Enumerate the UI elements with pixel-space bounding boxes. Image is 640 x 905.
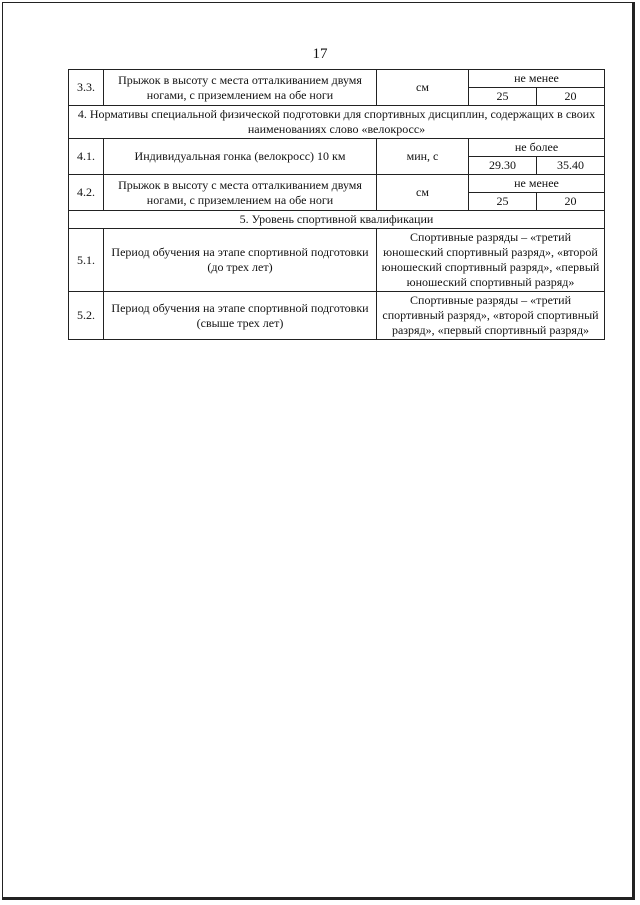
row-number: 5.2. xyxy=(69,292,104,340)
table-row xyxy=(69,175,605,193)
row-number: 4.1. xyxy=(69,139,104,175)
norm-label: не более xyxy=(469,139,605,157)
unit: см xyxy=(377,175,469,211)
norm-value: 20 xyxy=(537,88,605,106)
qualification-period: Период обучения на этапе спортивной подготовки (до трех лет) xyxy=(104,229,377,292)
norm-label: не менее xyxy=(469,70,605,88)
unit: см xyxy=(377,70,469,106)
qualification-period: Период обучения на этапе спортивной подготовки (свыше трех лет) xyxy=(104,292,377,340)
page-number: 17 xyxy=(312,46,328,62)
norm-value: 29.30 xyxy=(469,157,537,175)
section-row xyxy=(69,106,605,139)
table-row xyxy=(69,292,605,340)
table-row xyxy=(69,139,605,157)
norm-value: 25 xyxy=(469,88,537,106)
unit: мин, с xyxy=(377,139,469,175)
exercise-name: Прыжок в высоту с места отталкиванием двумя ногами, с приземлением на обе ноги xyxy=(104,70,377,106)
standards-table xyxy=(68,69,605,340)
exercise-name: Индивидуальная гонка (велокросс) 10 км xyxy=(104,139,377,175)
norm-value: 20 xyxy=(537,193,605,211)
sport-ranks: Спортивные разряды – «третий юношеский спортивный разряд», «второй юношеский спортивный разряд», «первый юношеский спортивный разряд» xyxy=(377,229,605,292)
row-number: 4.2. xyxy=(69,175,104,211)
exercise-name: Прыжок в высоту с места отталкиванием двумя ногами, с приземлением на обе ноги xyxy=(104,175,377,211)
sport-ranks: Спортивные разряды – «третий спортивный разряд», «второй спортивный разряд», «первый спортивный разряд» xyxy=(377,292,605,340)
section-heading: 5. Уровень спортивной квалификации xyxy=(69,211,605,229)
row-number: 3.3. xyxy=(69,70,104,106)
table-row xyxy=(69,70,605,88)
section-row xyxy=(69,211,605,229)
section-heading: 4. Нормативы специальной физической подготовки для спортивных дисциплин, содержащих в своих наименованиях слово «велокросс» xyxy=(69,106,605,139)
norm-value: 35.40 xyxy=(537,157,605,175)
norm-label: не менее xyxy=(469,175,605,193)
norm-value: 25 xyxy=(469,193,537,211)
row-number: 5.1. xyxy=(69,229,104,292)
table-row xyxy=(69,229,605,292)
